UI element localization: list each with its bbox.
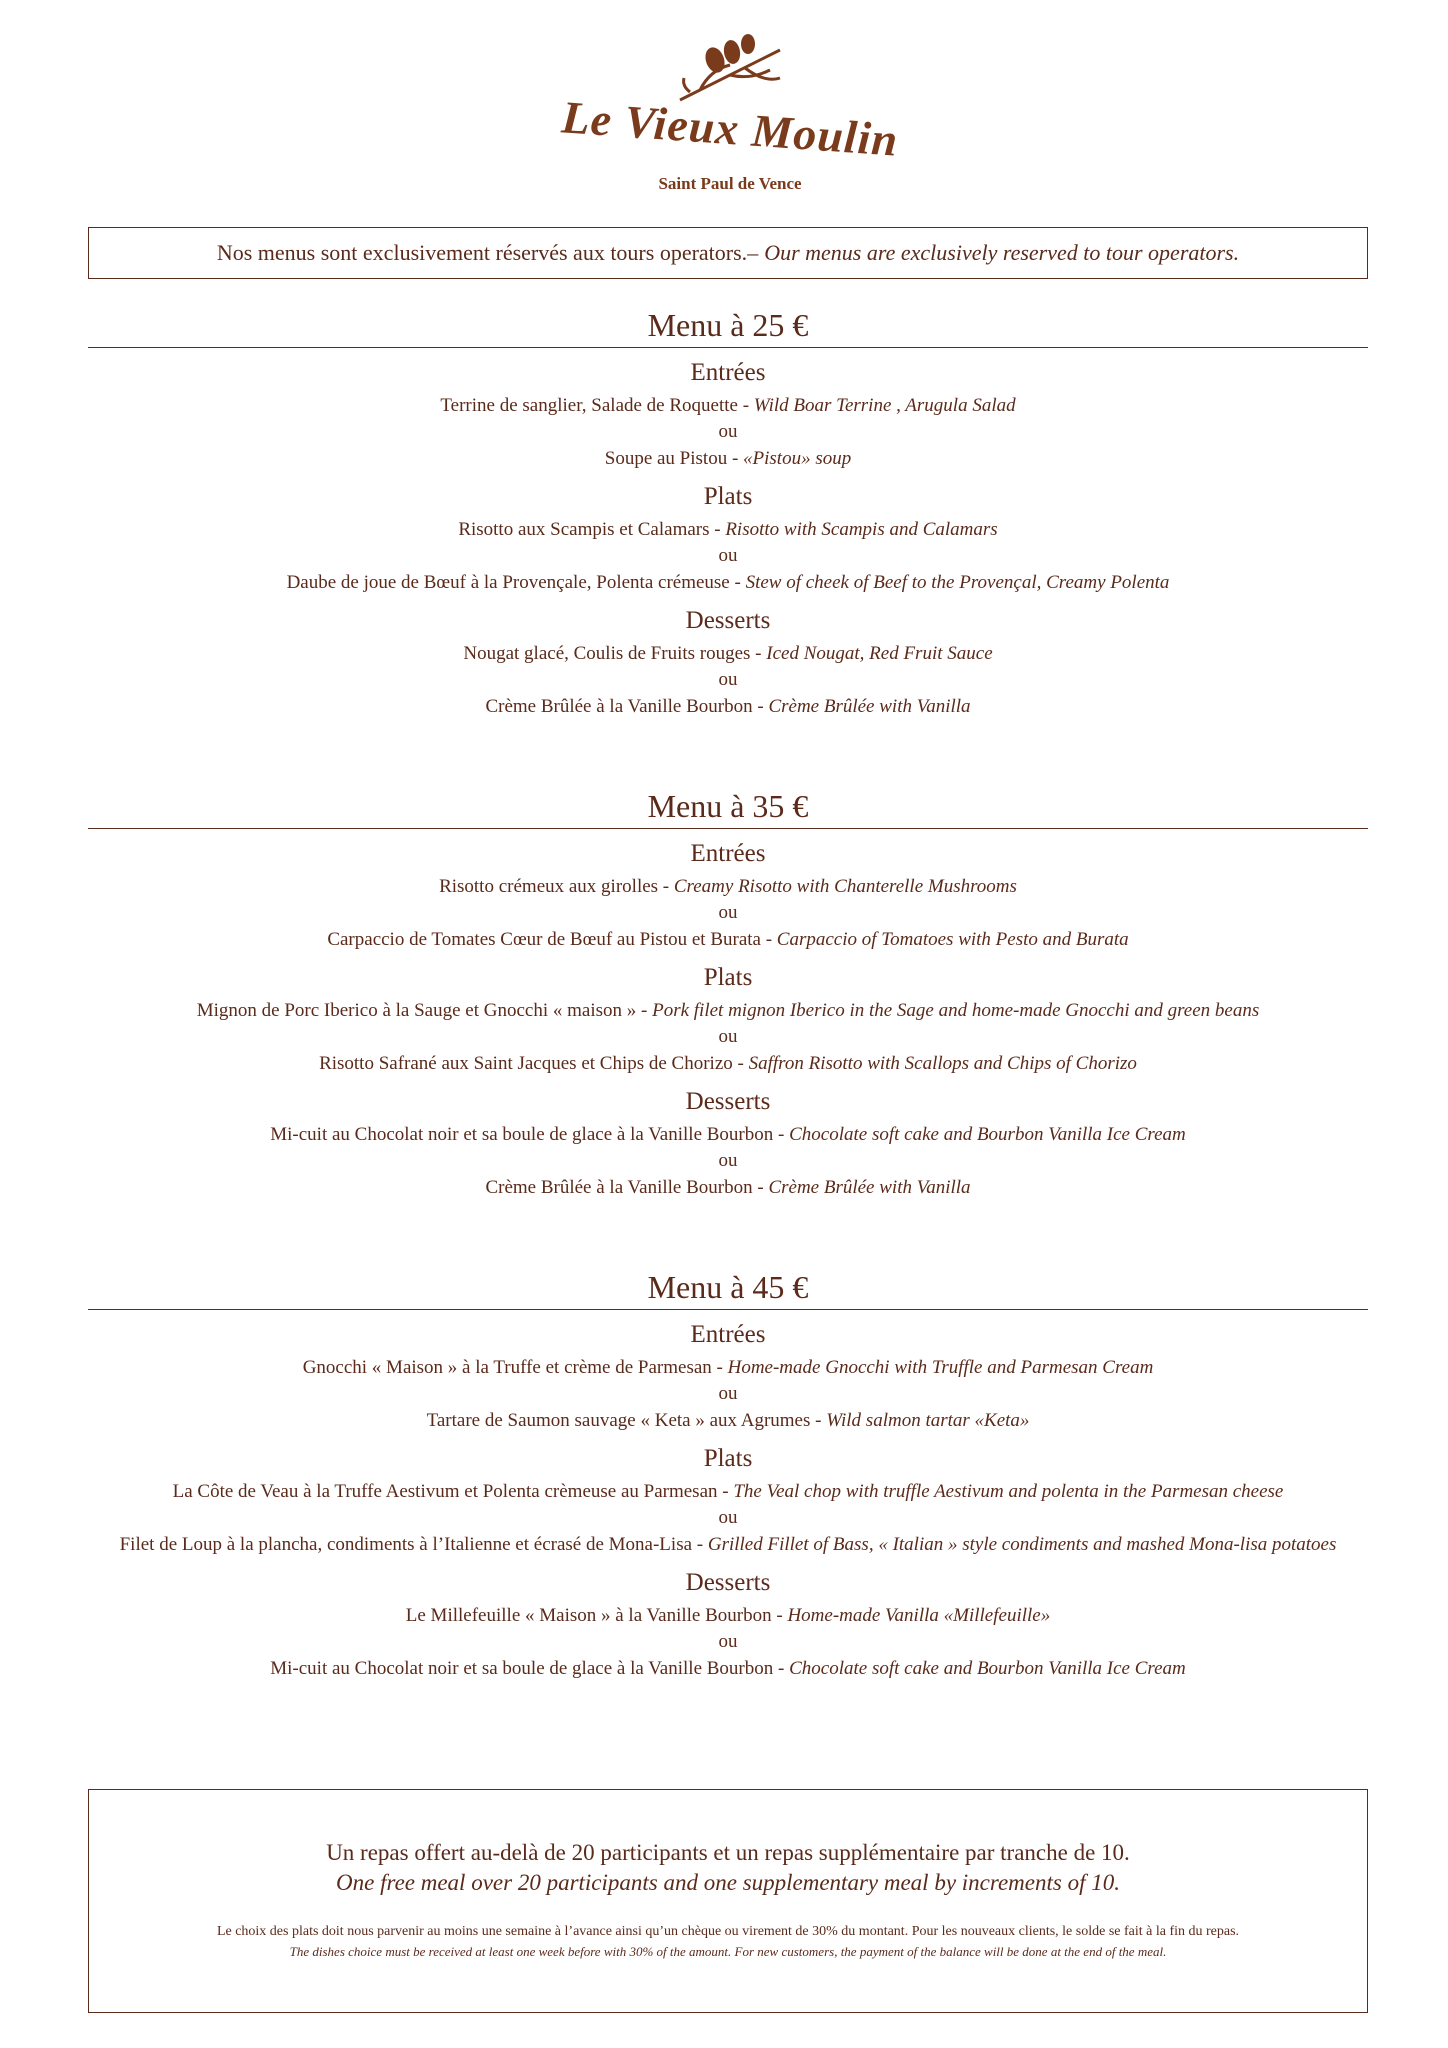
course-desserts: Desserts [685,607,771,634]
dish: Tartare de Saumon sauvage « Keta » aux Agrumes - Wild salmon tartar «Keta» [426,1410,1030,1431]
logo-subtitle: Saint Paul de Vence [658,174,802,193]
dish: Gnocchi « Maison » à la Truffe et crème de Parmesan - Home-made Gnocchi with Truffle and Parmesan Cream [302,1357,1154,1378]
payment-terms-fr: Le choix des plats doit nous parvenir au moins une semaine à l’avance ainsi qu’un chèque ou virement de 30% du montant. Pour les nouveaux clients, le solde se fait à la fin du repas. [216,1924,1240,1939]
free-meal-en: One free meal over 20 participants and one supplementary meal by increments of 10. [336,1870,1120,1895]
dish: Risotto aux Scampis et Calamars - Risotto with Scampis and Calamars [458,519,998,540]
course-plats: Plats [703,483,753,510]
course-plats: Plats [703,1445,753,1472]
dish: Soupe au Pistou - «Pistou» soup [604,448,852,469]
or-separator: ou [718,1026,738,1047]
course-desserts: Desserts [685,1088,771,1115]
notice-separator: – [747,240,759,265]
restaurant-logo [560,30,900,193]
free-meal-fr: Un repas offert au-delà de 20 participants et un repas supplémentaire par tranche de 10. [326,1840,1130,1865]
menu-title: Menu à 25 € [88,303,1368,348]
payment-terms-en: The dishes choice must be received at least one week before with 30% of the amount. For new customers, the payment of the balance will be done at the end of the meal. [289,1944,1167,1959]
or-separator: ou [718,1631,738,1652]
dish: Risotto Safrané aux Saint Jacques et Chips de Chorizo - Saffron Risotto with Scallops and Chips of Chorizo [319,1053,1137,1074]
group-conditions-box [88,1789,1368,2013]
course-entrees: Entrées [690,359,766,386]
dish: Le Millefeuille « Maison » à la Vanille Bourbon - Home-made Vanilla «Millefeuille» [405,1605,1051,1626]
dish: La Côte de Veau à la Truffe Aestivum et Polenta crèmeuse au Parmesan - The Veal chop with truffle Aestivum and polenta in the Parmesan cheese [172,1481,1284,1502]
menu-title: Menu à 45 € [88,1265,1368,1310]
course-desserts: Desserts [685,1569,771,1596]
dish: Filet de Loup à la plancha, condiments à l’Italienne et écrasé de Mona-Lisa - Grilled Fillet of Bass, « Italian » style condiments and mashed Mona-lisa potatoes [119,1534,1337,1555]
dish: Nougat glacé, Coulis de Fruits rouges - Iced Nougat, Red Fruit Sauce [463,643,993,664]
dish: Mignon de Porc Iberico à la Sauge et Gnocchi « maison » - Pork filet mignon Iberico in the Sage and home-made Gnocchi and green beans [196,1000,1260,1021]
menu-35 [88,784,1368,1201]
notice-fr: Nos menus sont exclusivement réservés aux tours operators. [216,240,748,265]
or-separator: ou [718,421,738,442]
course-entrees: Entrées [690,1321,766,1348]
or-separator: ou [718,1150,738,1171]
dish: Mi-cuit au Chocolat noir et sa boule de glace à la Vanille Bourbon - Chocolate soft cake and Bourbon Vanilla Ice Cream [270,1124,1186,1145]
dish: Terrine de sanglier, Salade de Roquette - Wild Boar Terrine , Arugula Salad [440,395,1016,416]
menu-title: Menu à 35 € [88,784,1368,829]
course-entrees: Entrées [690,840,766,867]
or-separator: ou [718,545,738,566]
menu-25 [88,303,1368,720]
or-separator: ou [718,1383,738,1404]
logo-title: Le Vieux Moulin [560,91,900,166]
dish: Carpaccio de Tomates Cœur de Bœuf au Pistou et Burata - Carpaccio of Tomatoes with Pesto and Burata [327,929,1129,950]
dish: Mi-cuit au Chocolat noir et sa boule de glace à la Vanille Bourbon - Chocolate soft cake and Bourbon Vanilla Ice Cream [270,1658,1186,1679]
dish: Crème Brûlée à la Vanille Bourbon - Crème Brûlée with Vanilla [485,1177,971,1198]
notice-en: Our menus are exclusively reserved to tour operators. [764,240,1240,265]
or-separator: ou [718,669,738,690]
menu-45 [88,1265,1368,1682]
or-separator: ou [718,1507,738,1528]
dish: Crème Brûlée à la Vanille Bourbon - Crème Brûlée with Vanilla [485,696,971,717]
tour-operators-notice [88,227,1368,279]
or-separator: ou [718,902,738,923]
dish: Risotto crémeux aux girolles - Creamy Risotto with Chanterelle Mushrooms [439,876,1017,897]
course-plats: Plats [703,964,753,991]
dish: Daube de joue de Bœuf à la Provençale, Polenta crémeuse - Stew of cheek of Beef to the Provençal, Creamy Polenta [286,572,1170,593]
